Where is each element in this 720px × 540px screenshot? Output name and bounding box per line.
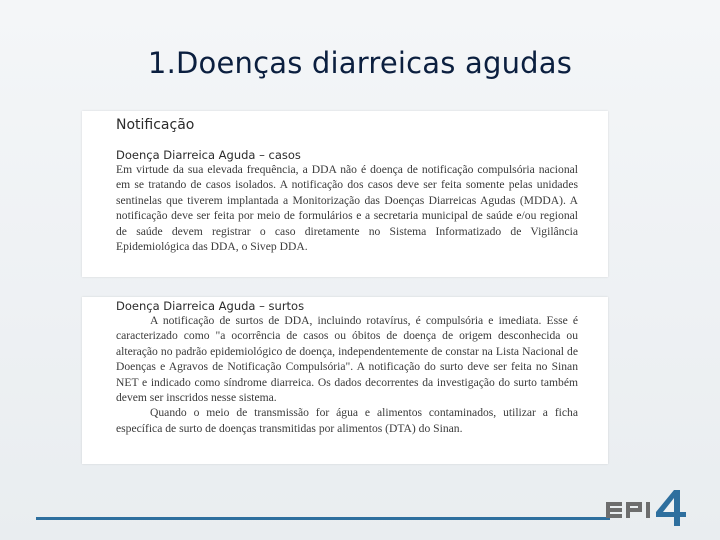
epi4-logo: [604, 488, 690, 528]
notification-cases-excerpt: [82, 111, 608, 277]
cases-paragraph: Em virtude da sua elevada frequência, a DDA não é doença de notificação compulsória nacional em se tratando de casos isolados. A notificação dos casos deve ser feita somente pelas unidades sentinelas que tiverem implantada a Monitorização das Doenças Diarreicas Agudas (MDDA). A notificação deve ser feita por meio de formulários e a secretaria municipal de saúde e/ou regional de saúde devem registrar o caso diretamente no Sistema Informatizado de Vigilância Epidemiológica das DDA, o Sivep DDA.: [116, 163, 578, 254]
section-heading: Notificação: [116, 117, 195, 133]
outbreaks-paragraph-1: A notificação de surtos de DDA, incluindo rotavírus, é compulsória e imediata. Esse é caracterizado como "a ocorrência de casos ou óbitos de doença de origem desconhecida ou alteração no padrão epidemiológico de doença, independentemente de constar na Lista Nacional de Doenças e Agravos de Notificação Compulsória". A notificação do surto deve ser feita no Sinan NET e indicado como síndrome diarreica. Os dados decorrentes da investigação do surto também devem ser inscridos nesse sistema.: [116, 314, 578, 405]
footer-divider: [36, 517, 610, 520]
outbreaks-sub-heading: Doença Diarreica Aguda – surtos: [116, 299, 305, 313]
logo-letter-p: [626, 502, 642, 518]
slide-title: 1.Doenças diarreicas agudas: [147, 46, 573, 80]
logo-letter-e: [606, 502, 622, 518]
cases-sub-heading: Doença Diarreica Aguda – casos: [116, 148, 301, 162]
notification-outbreaks-excerpt: [82, 297, 608, 464]
logo-letter-i: [646, 502, 650, 518]
outbreaks-paragraph-2: Quando o meio de transmissão for água e alimentos contaminados, utilizar a ficha específica de surto de doenças transmitidas por alimentos (DTA) do Sinan.: [116, 406, 578, 435]
logo-number-4: [656, 490, 686, 526]
